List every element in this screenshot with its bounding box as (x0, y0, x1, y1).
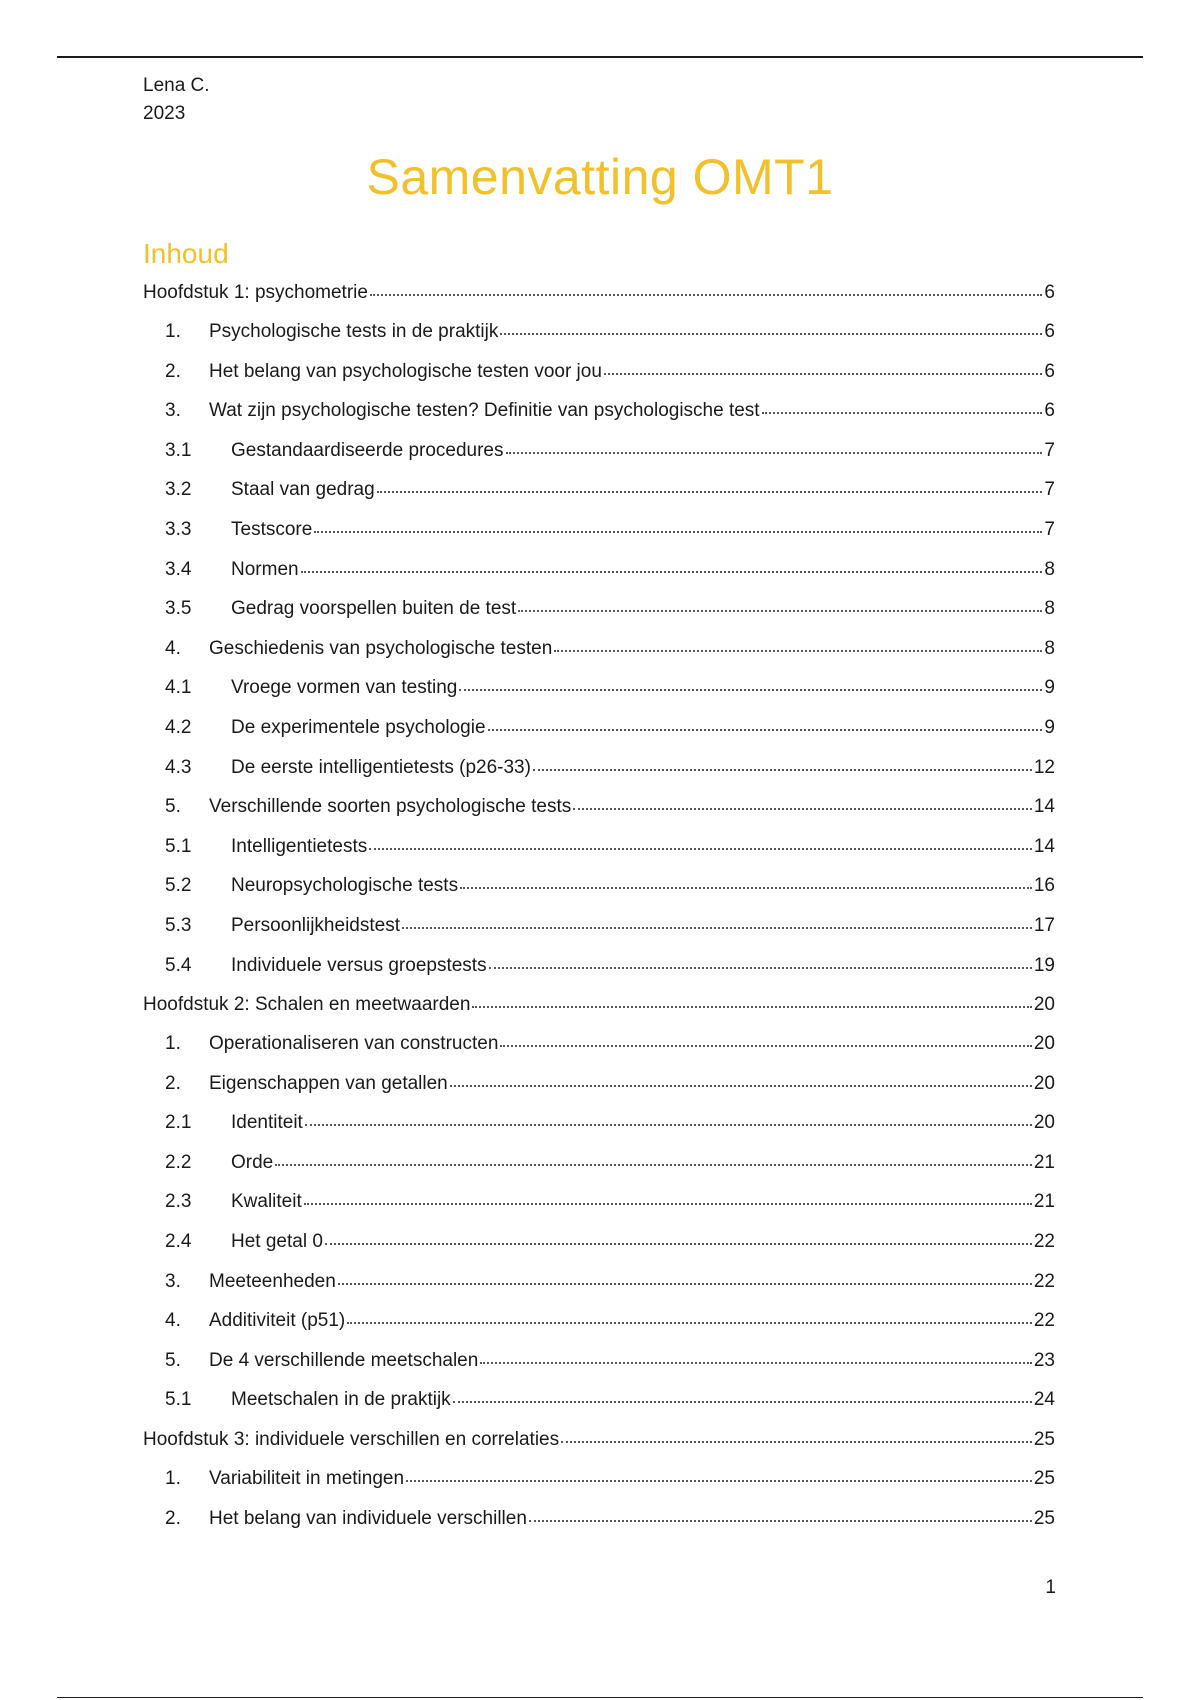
toc-dot-leader (561, 1440, 1032, 1443)
toc-entry-page: 12 (1033, 756, 1055, 778)
toc-entry-number: 2.2 (165, 1151, 192, 1173)
toc-entry-page: 24 (1033, 1389, 1055, 1411)
toc-entry-page: 14 (1033, 835, 1055, 857)
toc-dot-leader (450, 1084, 1032, 1087)
toc-entry[interactable] (143, 515, 1055, 555)
toc-dot-leader (314, 530, 1042, 533)
toc-chapter-entry[interactable] (143, 990, 1055, 1029)
toc-entry[interactable] (143, 713, 1055, 753)
toc-entry[interactable] (143, 396, 1055, 436)
toc-entry[interactable] (143, 1108, 1055, 1148)
toc-dot-leader (762, 411, 1043, 414)
toc-entry-title: Hoofdstuk 1: psychometrie (143, 282, 368, 303)
toc-dot-leader (304, 1202, 1032, 1205)
toc-dot-leader (406, 1479, 1032, 1482)
toc-entry-number: 2.4 (165, 1231, 192, 1253)
toc-entry-number: 2.1 (165, 1112, 192, 1134)
toc-entry-page: 14 (1033, 796, 1055, 818)
toc-dot-leader (500, 332, 1042, 335)
toc-dot-leader (533, 768, 1032, 771)
toc-dot-leader (369, 847, 1032, 850)
toc-entry-page: 20 (1033, 1112, 1055, 1134)
toc-entry[interactable] (143, 832, 1055, 872)
toc-dot-leader (301, 570, 1043, 573)
document-year: 2023 (143, 103, 186, 124)
toc-entry-title: Neuropsychologische tests (231, 875, 459, 897)
toc-entry-number: 5.4 (165, 954, 192, 976)
toc-dot-leader (604, 372, 1043, 375)
toc-entry[interactable] (143, 1029, 1055, 1069)
toc-entry-title: Meeteenheden (209, 1270, 336, 1292)
toc-entry[interactable] (143, 1187, 1055, 1227)
toc-chapter-entry[interactable] (143, 1425, 1055, 1464)
toc-entry-page: 7 (1044, 439, 1055, 461)
toc-dot-leader (489, 966, 1032, 969)
toc-entry-page: 6 (1044, 321, 1055, 342)
toc-entry-title: De experimentele psychologie (231, 716, 486, 738)
toc-entry-page: 16 (1033, 875, 1055, 897)
toc-entry[interactable] (143, 1148, 1055, 1188)
toc-entry-title: Verschillende soorten psychologische tests (209, 796, 572, 818)
toc-entry-title: Geschiedenis van psychologische testen (209, 637, 553, 659)
toc-entry-number: 1. (165, 1033, 181, 1055)
toc-entry[interactable] (143, 1464, 1055, 1504)
toc-entry-number: 4.2 (165, 716, 192, 738)
toc-entry-number: 3.2 (165, 479, 192, 501)
toc-entry-title: Individuele versus groepstests (231, 954, 487, 976)
toc-entry-number: 4. (165, 637, 181, 659)
toc-dot-leader (402, 926, 1032, 929)
toc-entry-title: Variabiliteit in metingen (209, 1468, 405, 1490)
toc-dot-leader (472, 1005, 1031, 1008)
toc-entry[interactable] (143, 1306, 1055, 1346)
toc-entry-page: 6 (1044, 400, 1055, 422)
toc-entry-title: Het getal 0 (231, 1231, 323, 1253)
toc-entry[interactable] (143, 1504, 1055, 1544)
toc-entry-number: 1. (165, 321, 181, 342)
toc-entry-page: 20 (1033, 994, 1055, 1016)
toc-entry-number: 5.3 (165, 914, 192, 936)
toc-entry-title: Wat zijn psychologische testen? Definitie van psychologische test (209, 400, 760, 422)
toc-entry-page: 20 (1033, 1072, 1055, 1094)
toc-entry-page: 7 (1044, 479, 1055, 501)
toc-entry-number: 3.3 (165, 518, 192, 540)
toc-entry-page: 6 (1044, 282, 1055, 303)
toc-entry[interactable] (143, 317, 1055, 357)
toc-entry-title: Het belang van individuele verschillen (209, 1507, 527, 1529)
toc-entry-title: Testscore (231, 518, 313, 540)
toc-entry-page: 25 (1033, 1429, 1055, 1451)
table-of-contents (143, 278, 1055, 1543)
toc-dot-leader (573, 807, 1032, 810)
toc-entry[interactable] (143, 634, 1055, 674)
toc-dot-leader (554, 649, 1042, 652)
toc-entry-title: Hoofdstuk 2: Schalen en meetwaarden (143, 994, 471, 1016)
toc-dot-leader (500, 1044, 1031, 1047)
toc-entry-page: 9 (1044, 716, 1055, 738)
toc-entry[interactable] (143, 436, 1055, 476)
toc-entry-number: 3.4 (165, 558, 192, 580)
toc-dot-leader (453, 1400, 1032, 1403)
toc-entry[interactable] (143, 1346, 1055, 1386)
toc-entry[interactable] (143, 951, 1055, 991)
toc-entry-page: 22 (1033, 1310, 1055, 1332)
toc-entry-number: 5.1 (165, 1389, 192, 1411)
toc-dot-leader (459, 688, 1042, 691)
toc-entry-page: 25 (1033, 1507, 1055, 1529)
toc-dot-leader (460, 886, 1032, 889)
page-number: 1 (1045, 1577, 1056, 1598)
toc-entry[interactable] (143, 555, 1055, 595)
toc-dot-leader (506, 451, 1043, 454)
toc-entry-number: 4.1 (165, 677, 192, 699)
toc-entry-number: 4.3 (165, 756, 192, 778)
toc-entry-page: 25 (1033, 1468, 1055, 1490)
author-name: Lena C. (143, 75, 210, 96)
toc-entry-page: 8 (1044, 598, 1055, 620)
toc-entry[interactable] (143, 871, 1055, 911)
toc-entry-number: 2. (165, 360, 181, 382)
toc-dot-leader (488, 728, 1043, 731)
toc-entry-page: 19 (1033, 954, 1055, 976)
toc-entry-page: 21 (1033, 1191, 1055, 1213)
toc-entry[interactable] (143, 594, 1055, 634)
document-header (143, 72, 210, 128)
toc-dot-leader (347, 1321, 1032, 1324)
toc-entry-number: 5.1 (165, 835, 192, 857)
document-title: Samenvatting OMT1 (366, 149, 834, 205)
toc-dot-leader (377, 490, 1043, 493)
toc-entry-page: 22 (1033, 1231, 1055, 1253)
toc-dot-leader (275, 1163, 1032, 1166)
toc-dot-leader (529, 1519, 1032, 1522)
toc-entry-page: 20 (1033, 1033, 1055, 1055)
toc-entry-title: Eigenschappen van getallen (209, 1072, 448, 1094)
toc-entry[interactable] (143, 1069, 1055, 1109)
toc-entry[interactable] (143, 357, 1055, 397)
toc-dot-leader (338, 1282, 1032, 1285)
toc-entry-number: 5. (165, 1349, 181, 1371)
toc-entry-title: Normen (231, 558, 299, 580)
toc-entry-title: Gedrag voorspellen buiten de test (231, 598, 517, 620)
toc-entry[interactable] (143, 673, 1055, 713)
toc-entry-page: 6 (1044, 360, 1055, 382)
toc-dot-leader (370, 293, 1042, 296)
toc-dot-leader (305, 1123, 1032, 1126)
toc-entry-page: 8 (1044, 637, 1055, 659)
toc-entry-title: Het belang van psychologische testen voor jou (209, 360, 602, 382)
toc-entry-title: Identiteit (231, 1112, 303, 1134)
toc-entry[interactable] (143, 911, 1055, 951)
toc-entry-number: 5. (165, 796, 181, 818)
toc-entry-number: 1. (165, 1468, 181, 1490)
toc-chapter-entry[interactable] (143, 278, 1055, 317)
toc-entry-page: 9 (1044, 677, 1055, 699)
toc-entry-title: Vroege vormen van testing (231, 677, 458, 699)
toc-entry-number: 3. (165, 400, 181, 422)
toc-entry-title: De 4 verschillende meetschalen (209, 1349, 479, 1371)
toc-entry-title: Orde (231, 1151, 274, 1173)
toc-entry[interactable] (143, 1385, 1055, 1425)
toc-entry[interactable] (143, 1227, 1055, 1267)
toc-entry-title: De eerste intelligentietests (p26-33) (231, 756, 531, 778)
toc-entry-page: 21 (1033, 1151, 1055, 1173)
toc-entry-page: 22 (1033, 1270, 1055, 1292)
toc-entry-title: Kwaliteit (231, 1191, 302, 1213)
toc-entry-title: Operationaliseren van constructen (209, 1033, 499, 1055)
toc-entry[interactable] (143, 792, 1055, 832)
bottom-rule (57, 1697, 1143, 1698)
toc-entry[interactable] (143, 1267, 1055, 1307)
toc-entry[interactable] (143, 475, 1055, 515)
toc-entry-number: 2.3 (165, 1191, 192, 1213)
toc-entry-number: 3.5 (165, 598, 192, 620)
top-rule (57, 56, 1143, 58)
toc-entry-number: 3.1 (165, 439, 192, 461)
toc-entry-number: 3. (165, 1270, 181, 1292)
toc-entry-number: 5.2 (165, 875, 192, 897)
toc-entry-title: Psychologische tests in de praktijk (209, 321, 499, 342)
toc-dot-leader (325, 1242, 1032, 1245)
toc-entry-page: 23 (1033, 1349, 1055, 1371)
toc-entry-page: 17 (1033, 914, 1055, 936)
toc-entry-number: 4. (165, 1310, 181, 1332)
toc-entry-title: Additiviteit (p51) (209, 1310, 346, 1332)
toc-entry-title: Meetschalen in de praktijk (231, 1389, 451, 1411)
toc-entry-title: Gestandaardiseerde procedures (231, 439, 504, 461)
toc-entry-title: Persoonlijkheidstest (231, 914, 400, 936)
toc-entry-title: Intelligentietests (231, 835, 368, 857)
toc-dot-leader (518, 609, 1042, 612)
toc-heading: Inhoud (143, 238, 229, 269)
toc-entry-title: Staal van gedrag (231, 479, 375, 501)
toc-entry-number: 2. (165, 1507, 181, 1529)
toc-entry-title: Hoofdstuk 3: individuele verschillen en correlaties (143, 1429, 560, 1451)
toc-entry-page: 8 (1044, 558, 1055, 580)
toc-entry-number: 2. (165, 1072, 181, 1094)
toc-entry[interactable] (143, 753, 1055, 793)
toc-entry-page: 7 (1044, 518, 1055, 540)
toc-dot-leader (480, 1361, 1032, 1364)
